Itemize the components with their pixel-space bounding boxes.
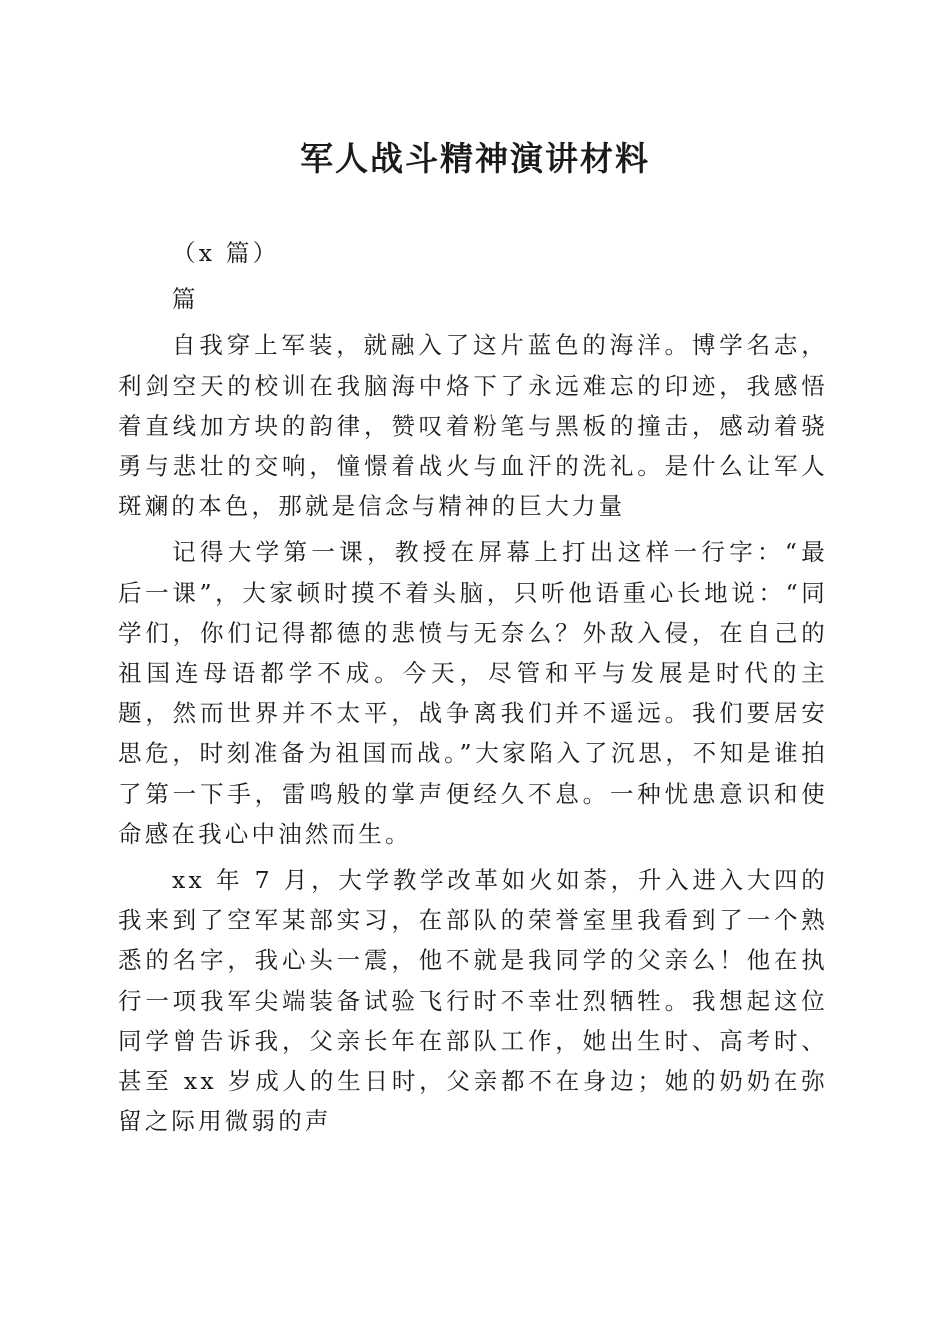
paragraph-3: xx 年 7 月，大学教学改革如火如荼，升入进入大四的我来到了空军某部实习，在部队的荣誉室里我看到了一个熟悉的名字，我心头一震，他不就是我同学的父亲么！他在执行一项我军尖端装备试验飞行时不幸壮烈牺牲。我想起这位同学曾告诉我，父亲长年在部队工作，她出生时、高考时、甚至 xx 岁成人的生日时，父亲都不在身边；她的奶奶在弥留之际用微弱的声 [118,866,828,1136]
paragraph-1: 自我穿上军装，就融入了这片蓝色的海洋。博学名志，利剑空天的校训在我脑海中烙下了永远难忘的印迹，我感悟着直线加方块的韵律，赞叹着粉笔与黑板的撞击，感动着骁勇与悲壮的交响，憧憬着战火与血汗的洗礼。是什么让军人斑斓的本色，那就是信念与精神的巨大力量 [118,331,828,521]
section-label: 篇 [172,285,199,314]
document-body [118,233,828,1147]
document-title: 军人战斗精神演讲材料 [300,139,650,178]
document-subtitle: （x 篇） [172,239,280,267]
paragraph-2: 记得大学第一课，教授在屏幕上打出这样一行字：“最后一课”，大家顿时摸不着头脑，只听他语重心长地说：“同学们，你们记得都德的悲愤与无奈么？外敌入侵，在自己的祖国连母语都学不成。今天，尽管和平与发展是时代的主题，然而世界并不太平，战争离我们并不遥远。我们要居安思危，时刻准备为祖国而战。”大家陷入了沉思，不知是谁拍了第一下手，雷鸣般的掌声便经久不息。一种忧患意识和使命感在我心中油然而生。 [118,538,828,848]
